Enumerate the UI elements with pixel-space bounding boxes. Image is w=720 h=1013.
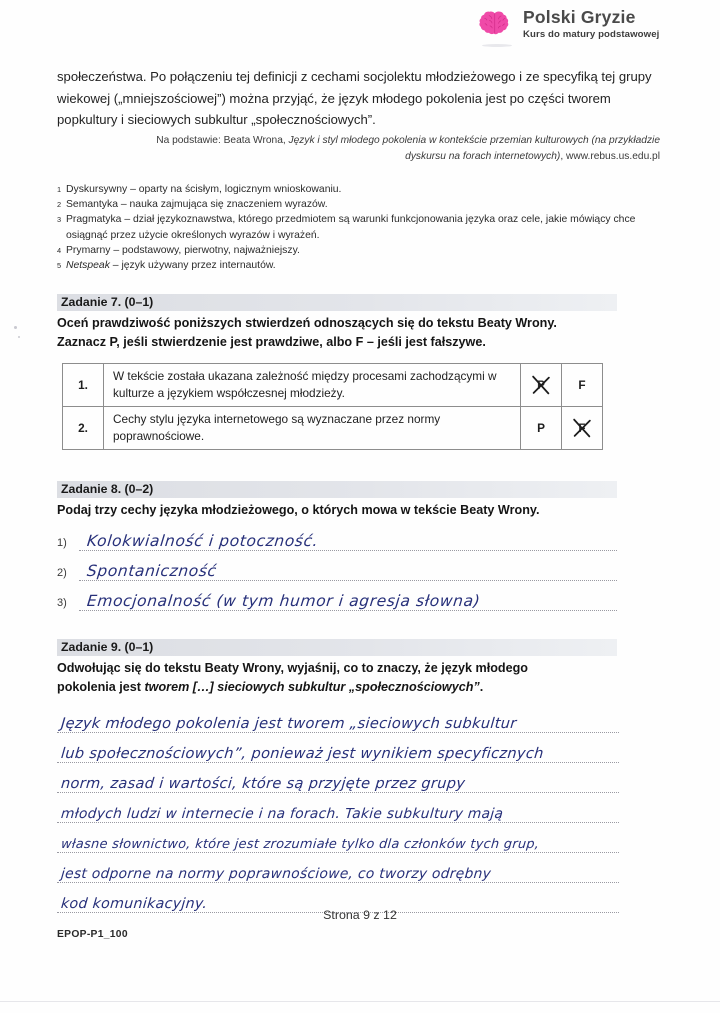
brand-logo [478, 8, 659, 40]
task8-prompt-line1: Podaj trzy cechy języka młodzieżowego, o których mowa w tekście Beaty Wrony. [57, 503, 540, 517]
footnote-marker: 4 [57, 245, 62, 255]
answer-line[interactable] [57, 588, 617, 616]
handwritten-answer: lub społecznościowych”, ponieważ jest wynikiem specyficznych [60, 745, 545, 762]
footnote-item [57, 182, 667, 197]
answer-line[interactable] [57, 707, 619, 737]
true-false-table [62, 363, 603, 450]
scan-speck [18, 336, 20, 338]
footnote-marker: 3 [57, 215, 62, 225]
task9-band [57, 639, 617, 656]
handwritten-answer: Język młodego pokolenia jest tworem „sieciowych subkultur [60, 715, 518, 732]
table-row [63, 407, 603, 450]
task9-prompt-line2-tail: . [479, 680, 484, 694]
option-letter: P [537, 420, 545, 435]
handwritten-answer: jest odporne na normy poprawnościowe, co tworzy odrębny [60, 866, 492, 882]
footnote-text: Pragmatyka – dział językoznawstwa, którego przedmiotem są warunki funkcjonowania języka oraz cele, jakie mówiący chce osiągnąć przez użycie określonych wyrazów i wyrażeń. [66, 214, 636, 241]
handwritten-answer: kod komunikacyjny. [60, 896, 209, 912]
footnote-item [57, 197, 667, 212]
scan-edge-line [0, 1001, 720, 1002]
attribution-prefix: Na podstawie: Beata Wrona, [156, 135, 289, 146]
handwritten-answer: własne słownictwo, które jest zrozumiałe tylko dla członków tych grup, [60, 837, 540, 852]
footnote-term: Netspeak [66, 260, 113, 272]
answer-line[interactable] [57, 797, 619, 827]
handwritten-answer: Spontaniczność [86, 562, 218, 580]
document-code: EPOP-P1_100 [57, 929, 128, 940]
task7-band [57, 294, 617, 311]
answer-number: 3) [57, 597, 67, 609]
passage-paragraph: społeczeństwa. Po połączeniu tej definicji z cechami socjolektu młodzieżowego i ze specyfiką tej grupy wiekowej („mniejszościowej”) można przyjąć, że język młodego pokolenia jest po części tworem popkultury i sieciowych subkultur „społecznościowych”. [57, 69, 652, 127]
source-attribution [140, 133, 660, 165]
answer-number: 1) [57, 537, 67, 549]
option-letter: F [578, 420, 586, 435]
scan-speck [14, 326, 17, 329]
task8-prompt [57, 501, 657, 520]
task9-answer-area[interactable] [57, 707, 619, 917]
attribution-title-part2: dyskursu na forach internetowych) [405, 151, 561, 162]
task9-prompt [57, 659, 657, 697]
dotted-rule [57, 822, 619, 823]
footnote-text: Prymarny – podstawowy, pierwotny, najważniejszy. [66, 244, 300, 256]
row-option-true[interactable] [521, 407, 562, 450]
handwritten-answer: norm, zasad i wartości, które są przyjęte przez grupy [60, 775, 467, 792]
task9-prompt-line2-lead: pokolenia jest [57, 680, 145, 694]
footnote-marker: 5 [57, 261, 62, 271]
row-option-false[interactable] [562, 407, 603, 450]
task8-band [57, 481, 617, 498]
row-option-false[interactable] [562, 364, 603, 407]
dotted-rule [79, 580, 617, 581]
answer-line[interactable] [57, 767, 619, 797]
answer-line[interactable] [57, 528, 617, 556]
dotted-rule [57, 882, 619, 883]
logo-shadow [482, 44, 512, 47]
dotted-rule [57, 852, 619, 853]
brand-subtitle: Kurs do matury podstawowej [523, 28, 660, 40]
task7-label: Zadanie 7. (0–1) [61, 295, 154, 309]
footnote-item [57, 212, 667, 242]
handwritten-answer: Emocjonalność (w tym humor i agresja słowna) [86, 592, 482, 610]
footnote-text: – język używany przez internautów. [112, 260, 276, 272]
task7-prompt [57, 314, 657, 352]
footnote-list [57, 182, 667, 273]
handwritten-answer: Kolokwialność i potoczność. [86, 532, 320, 550]
task9-prompt-quote: tworem […] sieciowych subkultur „społecznościowych” [144, 680, 480, 694]
passage-text [57, 66, 657, 131]
dotted-rule [79, 610, 617, 611]
brain-icon [478, 8, 514, 40]
dotted-rule [57, 732, 619, 733]
row-statement: Cechy stylu języka internetowego są wyznaczane przez normy poprawnościowe. [104, 407, 521, 450]
footnote-text: Dyskursywny – oparty na ścisłym, logicznym wnioskowaniu. [66, 184, 342, 195]
task7-prompt-line1: Oceń prawdziwość poniższych stwierdzeń odnoszących się do tekstu Beaty Wrony. [57, 316, 557, 330]
row-option-true[interactable] [521, 364, 562, 407]
row-statement: W tekście została ukazana zależność między procesami zachodzącymi w kulturze a językiem współczesnej młodzieży. [104, 364, 521, 407]
dotted-rule [57, 792, 619, 793]
footnote-marker: 2 [57, 200, 62, 210]
footnote-item [57, 243, 667, 258]
answer-line[interactable] [57, 857, 619, 887]
task9-label: Zadanie 9. (0–1) [61, 640, 154, 654]
dotted-rule [57, 762, 619, 763]
task8-label: Zadanie 8. (0–2) [61, 482, 154, 496]
option-letter: F [578, 377, 586, 392]
attribution-title-part1: Język i styl młodego pokolenia w kontekście przemian kulturowych (na przykładzie [288, 135, 660, 146]
footnote-marker: 1 [57, 185, 62, 194]
footnote-item [57, 258, 667, 273]
attribution-url: , www.rebus.us.edu.pl [560, 151, 660, 162]
answer-number: 2) [57, 567, 67, 579]
row-number: 1. [63, 364, 104, 407]
task9-prompt-line1: Odwołując się do tekstu Beaty Wrony, wyjaśnij, co to znaczy, że język młodego [57, 661, 528, 675]
answer-line[interactable] [57, 827, 619, 857]
page-number: Strona 9 z 12 [323, 908, 397, 922]
table-row [63, 364, 603, 407]
row-number: 2. [63, 407, 104, 450]
brand-title: Polski Gryzie [523, 7, 636, 28]
dotted-rule [79, 550, 617, 551]
footnote-text: Semantyka – nauka zajmująca się znaczeniem wyrazów. [66, 199, 328, 211]
option-letter: P [537, 377, 545, 392]
answer-line[interactable] [57, 558, 617, 586]
handwritten-answer: młodych ludzi w internecie i na forach. Takie subkultury mają [60, 806, 504, 822]
answer-line[interactable] [57, 737, 619, 767]
task7-prompt-line2: Zaznacz P, jeśli stwierdzenie jest prawdziwe, albo F – jeśli jest fałszywe. [57, 335, 486, 349]
